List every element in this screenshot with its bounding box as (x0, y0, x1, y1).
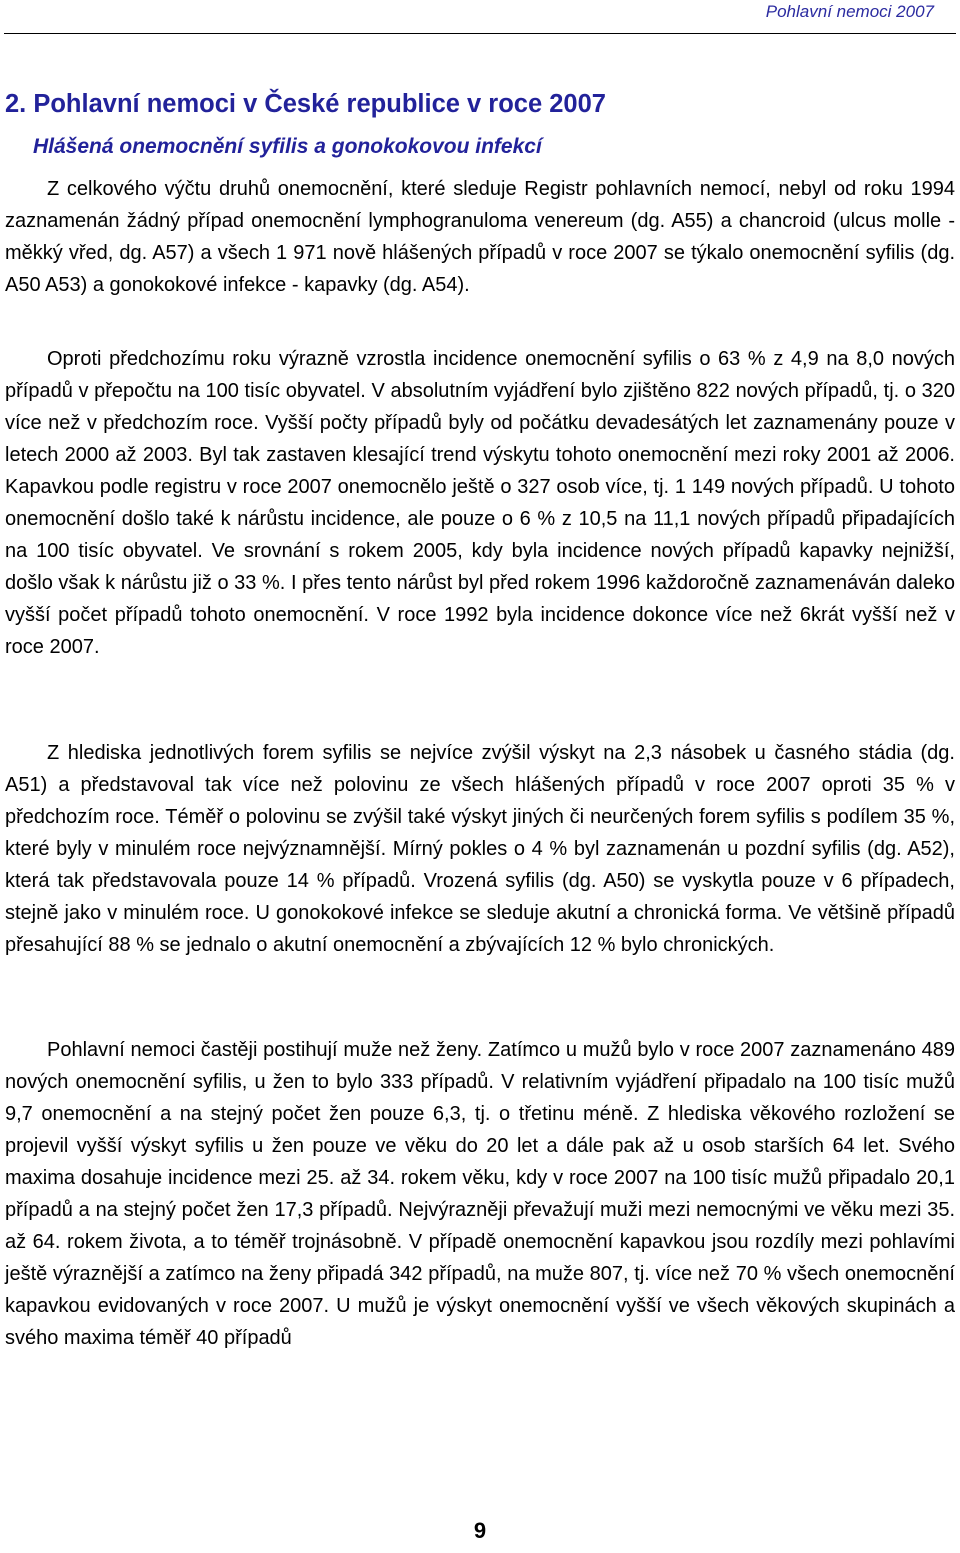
paragraph: Pohlavní nemoci častěji postihují muže než ženy. Zatímco u mužů bylo v roce 2007 zaznamenáno 489 nových onemocnění syfilis, u žen to bylo 333 případů. V relativním vyjádření připadalo na 100 tisíc mužů 9,7 onemocnění a na stejný počet žen pouze 6,3, tj. o třetinu méně. Z hlediska věkového rozložení se projevil vyšší výskyt syfilis u žen pouze ve věku do 20 let a dále pak až u osob starších 64 let. Svého maxima dosahuje incidence mezi 25. až 34. rokem věku, kdy v roce 2007 na 100 tisíc mužů připadalo 20,1 případů a na stejný počet žen 17,3 případů. Nejvýrazněji převažují muži mezi nemocnými ve věku mezi 35. až 64. rokem života, a to téměř trojnásobně. V případě onemocnění kapavkou jsou rozdíly mezi pohlavími ještě výraznější a zatímco na ženy připadá 342 případů, na muže 807, tj. více než 70 % všech onemocnění kapavkou evidovaných v roce 2007. U mužů je výskyt onemocnění vyšší ve všech věkových skupinách a svého maxima téměř 40 případů (5, 1039, 955, 1349)
header-divider (4, 33, 956, 34)
chapter-title: 2. Pohlavní nemoci v České republice v roce 2007 (5, 90, 606, 118)
paragraph: Z celkového výčtu druhů onemocnění, které sleduje Registr pohlavních nemocí, nebyl od roku 1994 zaznamenán žádný případ onemocnění lymphogranuloma venereum (dg. A55) a chancroid (ulcus molle - měkký vřed, dg. A57) a všech 1 971 nově hlášených případů v roce 2007 se týkalo onemocnění syfilis (dg. A50 A53) a gonokokové infekce - kapavky (dg. A54). (5, 178, 955, 296)
running-header: Pohlavní nemoci 2007 (765, 2, 934, 21)
paragraph: Z hlediska jednotlivých forem syfilis se nejvíce zvýšil výskyt na 2,3 násobek u časného stádia (dg. A51) a představoval tak více než polovinu ze všech hlášených případů v roce 2007 oproti 35 % v předchozím roce. Téměř o polovinu se zvýšil také výskyt jiných či neurčených forem syfilis s podílem 35 %, které byly v minulém roce nejvýznamnější. Mírný pokles o 4 % byl zaznamenán u pozdní syfilis (dg. A52), která tak představovala pouze 14 % případů. Vrozená syfilis (dg. A50) se vyskytla pouze v 6 případech, stejně jako v minulém roce. U gonokokové infekce se sleduje akutní a chronická forma. Ve většině případů přesahující 88 % se jednalo o akutní onemocnění a zbývajících 12 % bylo chronických. (5, 742, 955, 956)
paragraph: Oproti předchozímu roku výrazně vzrostla incidence onemocnění syfilis o 63 % z 4,9 na 8,0 nových případů v přepočtu na 100 tisíc obyvatel. V absolutním vyjádření bylo zjištěno 822 nových případů, tj. o 320 více než v předchozím roce. Vyšší počty případů byly od počátku devadesátých let zaznamenány pouze v letech 2000 až 2003. Byl tak zastaven klesající trend výskytu tohoto onemocnění mezi roky 2001 až 2006. Kapavkou podle registru v roce 2007 onemocnělo ještě o 327 osob více, tj. 1 149 nových případů. U tohoto onemocnění došlo také k nárůstu incidence, ale pouze o 6 % z 10,5 na 11,1 nových případů připadajících na 100 tisíc obyvatel. Ve srovnání s rokem 2005, kdy byla incidence nových případů kapavky nejnižší, došlo však k nárůstu již o 33 %. I přes tento nárůst byl před rokem 1996 každoročně zaznamenáván daleko vyšší počet případů tohoto onemocnění. V roce 1992 byla incidence dokonce více než 6krát vyšší než v roce 2007. (5, 348, 955, 658)
section-title: Hlášená onemocnění syfilis a gonokokovou infekcí (33, 135, 542, 158)
page-number: 9 (473, 1518, 487, 1543)
